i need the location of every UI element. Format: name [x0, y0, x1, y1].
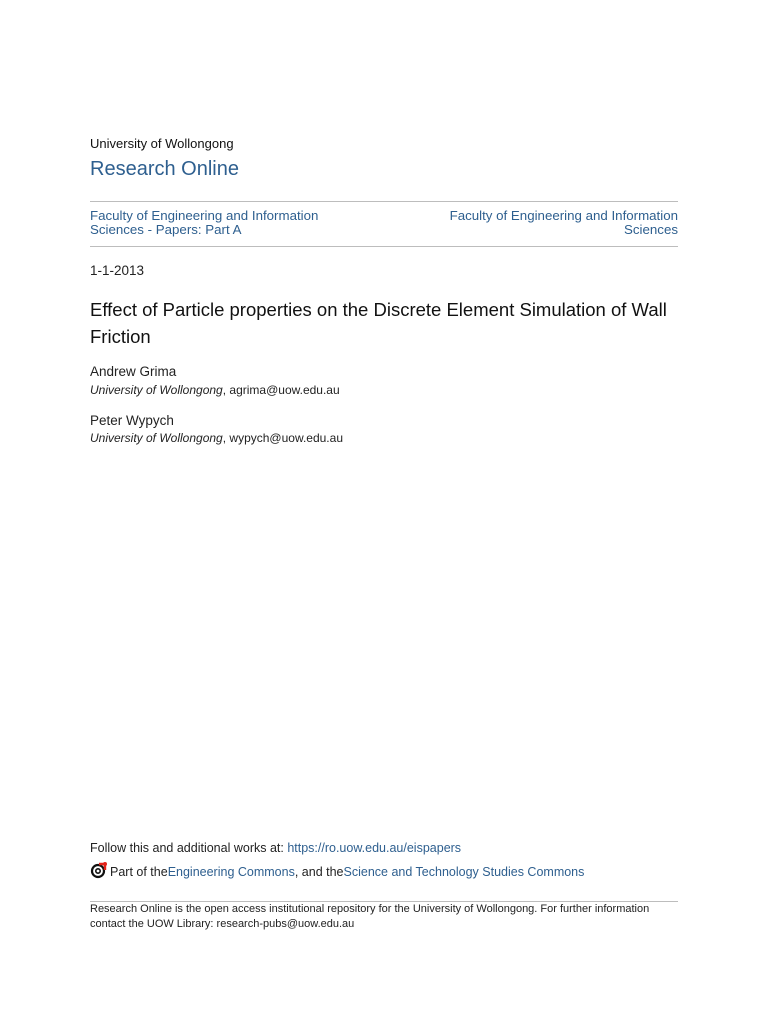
author-email: , wypych@uow.edu.au: [222, 431, 343, 445]
footer-line-2: contact the UOW Library: research-pubs@uow.edu.au: [90, 917, 355, 930]
author-email: , agrima@uow.edu.au: [222, 383, 340, 397]
affiliation-name: University of Wollongong: [90, 431, 223, 445]
author-name: Andrew Grima: [90, 364, 177, 379]
follow-line: [90, 841, 461, 855]
part-of-line: [90, 863, 584, 881]
author-affiliation: [90, 383, 340, 397]
research-online-link[interactable]: Research Online: [90, 158, 239, 180]
divider-collections: [90, 246, 678, 247]
divider-top: [90, 201, 678, 202]
follow-text: Follow this and additional works at:: [90, 841, 288, 855]
author-affiliation: [90, 431, 343, 445]
footer-line-1: Research Online is the open access institutional repository for the University of Wollongong. For further information: [90, 903, 650, 915]
part-of-prefix: Part of the: [110, 865, 168, 879]
eispapers-link[interactable]: https://ro.uow.edu.au/eispapers: [287, 841, 462, 855]
cover-page: [90, 0, 678, 1024]
engineering-commons-link[interactable]: Engineering Commons: [167, 865, 295, 879]
publication-date: 1-1-2013: [90, 263, 145, 278]
footer-notice: [90, 902, 678, 931]
sts-commons-link[interactable]: Science and Technology Studies Commons: [343, 865, 585, 879]
institution-name: University of Wollongong: [90, 136, 234, 151]
part-of-middle: , and the: [294, 865, 344, 879]
collection-link-faculty[interactable]: Faculty of Engineering and Information Sciences: [449, 208, 678, 237]
bepress-network-icon: [90, 861, 108, 879]
affiliation-name: University of Wollongong: [90, 383, 223, 397]
collection-link-papers-part-a[interactable]: Faculty of Engineering and Information Sciences - Papers: Part A: [90, 208, 319, 237]
paper-title: Effect of Particle properties on the Discrete Element Simulation of Wall Friction: [90, 299, 667, 347]
author-name: Peter Wypych: [90, 413, 174, 428]
